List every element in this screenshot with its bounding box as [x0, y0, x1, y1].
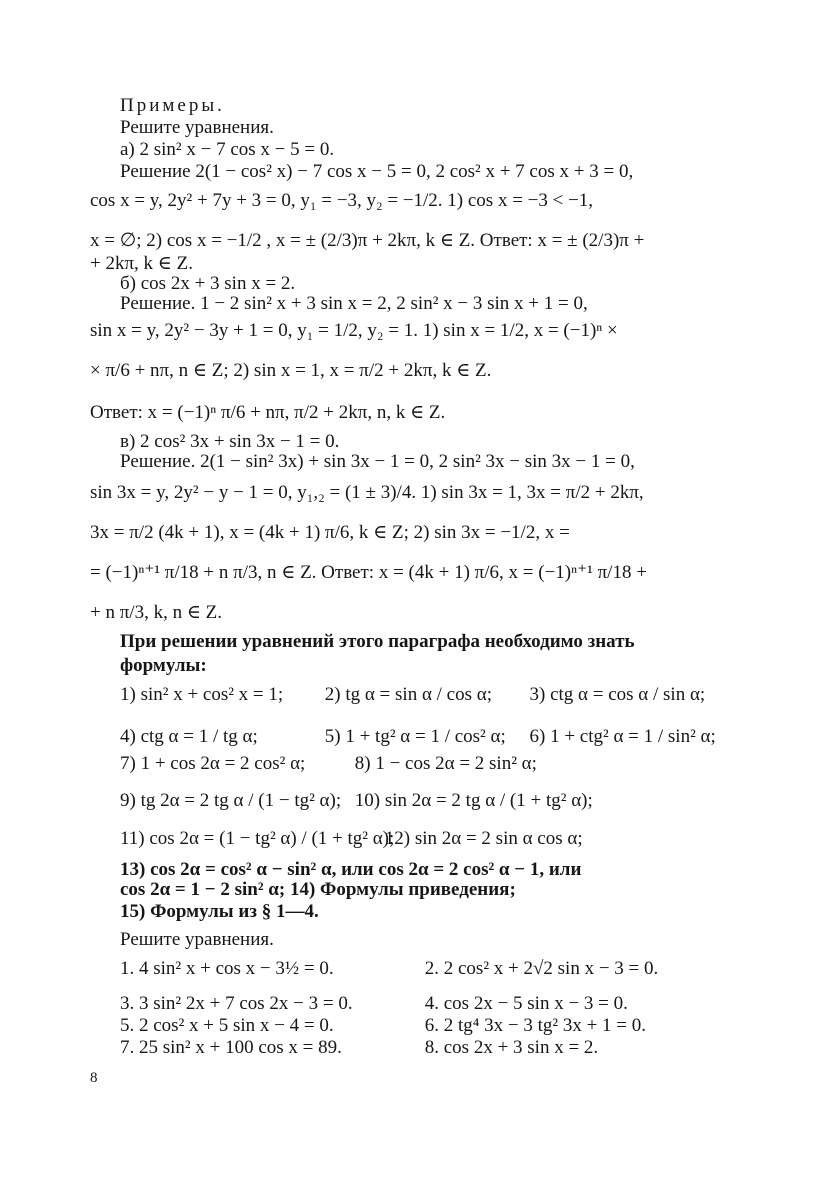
example-b-line-1: Решение. 1 − 2 sin² x + 3 sin x = 2, 2 sin² x − 3 sin x + 1 = 0,: [120, 293, 588, 314]
exercise-5: 5. 2 cos² x + 5 sin x − 4 = 0.: [120, 1015, 334, 1036]
example-c-line-5: + n π/3, k, n ∈ Z.: [90, 602, 223, 623]
example-c-line-3: 3x = π/2 (4k + 1), x = (4k + 1) π/6, k ∈ Z; 2) sin 3x = −1/2, x =: [90, 522, 570, 543]
example-a-line-3: x = ∅; 2) cos x = −1/2 , x = ± (2/3)π + 2kπ, k ∈ Z. Ответ: x = ± (2/3)π +: [90, 230, 645, 251]
example-a-line-4: + 2kπ, k ∈ Z.: [90, 253, 193, 274]
example-b-line-2: sin x = y, 2y² − 3y + 1 = 0, y₁ = 1/2, y₂ = 1. 1) sin x = 1/2, x = (−1)ⁿ ×: [90, 320, 618, 341]
formula-11: 11) cos 2α = (1 − tg² α) / (1 + tg² α);: [120, 828, 395, 849]
formula-8: 8) 1 − cos 2α = 2 sin² α;: [354, 753, 537, 774]
example-c-line-2: sin 3x = y, 2y² − y − 1 = 0, y₁,₂ = (1 ± 3)/4. 1) sin 3x = 1, 3x = π/2 + 2kπ,: [90, 482, 644, 503]
exercise-6: 6. 2 tg⁴ 3x − 3 tg² 3x + 1 = 0.: [424, 1015, 647, 1036]
section-heading: Примеры.: [120, 95, 225, 116]
formula-5: 5) 1 + tg² α = 1 / cos² α;: [324, 726, 506, 747]
exercise-1: 1. 4 sin² x + cos x − 3½ = 0.: [120, 958, 334, 979]
formula-row-5: [90, 816, 750, 862]
exercise-3: 3. 3 sin² 2x + 7 cos 2x − 3 = 0.: [120, 993, 353, 1014]
example-b-task: б) cos 2x + 3 sin x = 2.: [120, 273, 296, 294]
example-c-task: в) 2 cos² 3x + sin 3x − 1 = 0.: [120, 431, 340, 452]
example-c-line-4: = (−1)ⁿ⁺¹ π/18 + n π/3, n ∈ Z. Ответ: x = (4k + 1) π/6, x = (−1)ⁿ⁺¹ π/18 +: [90, 562, 647, 583]
example-a-task: а) 2 sin² x − 7 cos x − 5 = 0.: [120, 139, 335, 160]
page-number: 8: [90, 1070, 98, 1086]
formula-3: 3) ctg α = cos α / sin α;: [529, 684, 706, 705]
example-a-line-2: cos x = y, 2y² + 7y + 3 = 0, y₁ = −3, y₂ = −1/2. 1) cos x = −3 < −1,: [90, 190, 594, 211]
exercise-row-1: [90, 946, 750, 992]
exercise-row-4: [90, 1036, 750, 1066]
exercise-7: 7. 25 sin² x + 100 cos x = 89.: [120, 1037, 342, 1058]
formula-13: 13) cos 2α = cos² α − sin² α, или cos 2α = 2 cos² α − 1, или: [120, 859, 582, 880]
example-b-line-4: Ответ: x = (−1)ⁿ π/6 + nπ, π/2 + 2kπ, n, k ∈ Z.: [90, 402, 446, 423]
formula-9: 9) tg 2α = 2 tg α / (1 − tg² α);: [120, 790, 342, 811]
section-instruction: Решите уравнения.: [120, 117, 274, 138]
example-a-line-1: Решение 2(1 − cos² x) − 7 cos x − 5 = 0, 2 cos² x + 7 cos x + 3 = 0,: [120, 161, 634, 182]
exercise-8: 8. cos 2x + 3 sin x = 2.: [424, 1037, 599, 1058]
formula-1: 1) sin² x + cos² x = 1;: [120, 684, 284, 705]
exercise-2: 2. 2 cos² x + 2√2 sin x − 3 = 0.: [424, 958, 659, 979]
formula-13-cont: cos 2α = 1 − 2 sin² α; 14) Формулы приведения;: [120, 879, 516, 900]
formula-7: 7) 1 + cos 2α = 2 cos² α;: [120, 753, 306, 774]
formula-10: 10) sin 2α = 2 tg α / (1 + tg² α);: [354, 790, 593, 811]
exercises-title: Решите уравнения.: [120, 929, 274, 950]
example-b-line-3: × π/6 + nπ, n ∈ Z; 2) sin x = 1, x = π/2 + 2kπ, k ∈ Z.: [90, 360, 492, 381]
formula-15: 15) Формулы из § 1—4.: [120, 901, 319, 922]
formula-2: 2) tg α = sin α / cos α;: [324, 684, 492, 705]
exercise-4: 4. cos 2x − 5 sin x − 3 = 0.: [424, 993, 628, 1014]
formula-4: 4) ctg α = 1 / tg α;: [120, 726, 258, 747]
formula-row-1: [90, 672, 750, 718]
formulas-intro: При решении уравнений этого параграфа необходимо знать формулы:: [120, 631, 635, 676]
formula-12: 12) sin 2α = 2 sin α cos α;: [384, 828, 583, 849]
example-c-line-1: Решение. 2(1 − sin² 3x) + sin 3x − 1 = 0, 2 sin² 3x − sin 3x − 1 = 0,: [120, 451, 635, 472]
formula-6: 6) 1 + ctg² α = 1 / sin² α;: [529, 726, 716, 747]
